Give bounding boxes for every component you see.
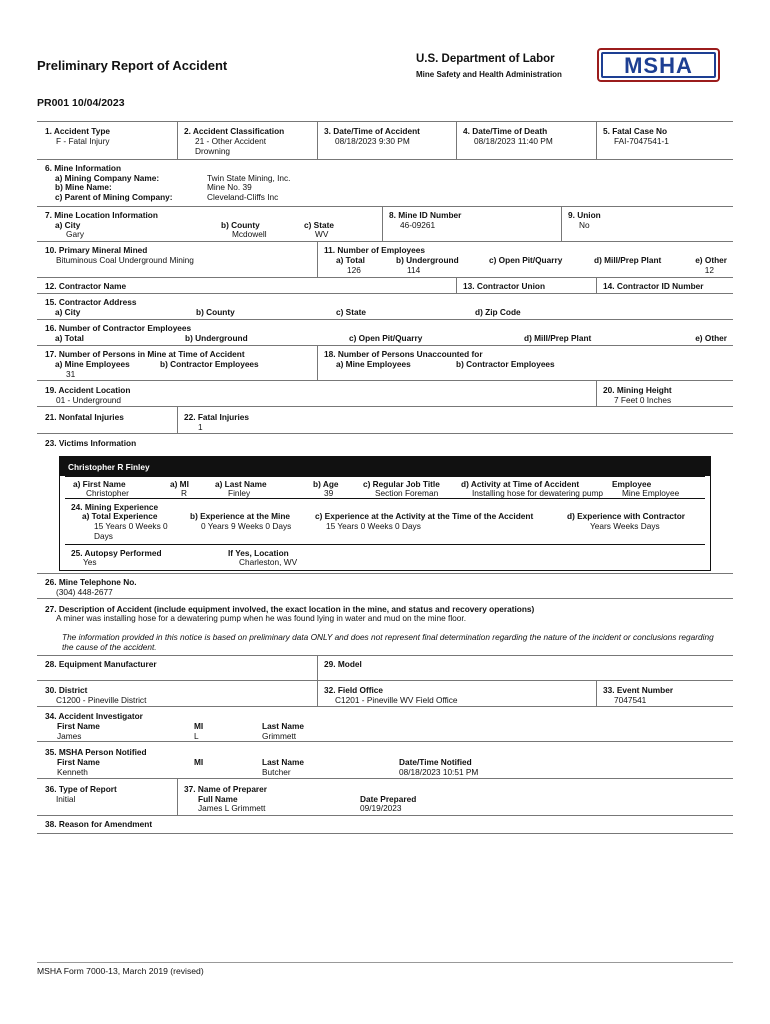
accident-location-field [45,385,130,405]
victim-age-label: b) Age [313,479,339,489]
persons-mine-employees-value: 31 [66,369,76,379]
event-number-label: 33. Event Number [603,685,674,695]
page-title: Preliminary Report of Accident [37,58,228,73]
preparer-full-name-label: Full Name [198,794,238,804]
experience-with-contractor-label: d) Experience with Contractor [567,511,686,521]
investigator-mi-label: MI [194,721,204,731]
primary-mineral-label: 10. Primary Mineral Mined [45,245,148,255]
investigator-mi-value: L [194,731,199,741]
fatal-case-field [603,126,669,146]
fatal-injuries-label: 22. Fatal Injuries [184,412,250,422]
accident-classification-value-2: Drowning [195,146,231,157]
investigator-label: 34. Accident Investigator [45,711,143,721]
autopsy-value: Yes [83,557,97,567]
event-number-field [603,685,673,705]
mine-telephone-value: (304) 448-2677 [56,587,113,598]
notified-datetime-label: Date/Time Notified [399,757,472,767]
union-field [568,210,601,230]
experience-at-mine-label: b) Experience at the Mine [190,511,291,521]
contractor-id-label: 14. Contractor ID Number [603,281,704,291]
contractor-employees-underground-label: b) Underground [185,333,248,343]
death-datetime-field [463,126,553,146]
victim-employee-value: Mine Employee [622,488,680,498]
county-value: Mcdowell [232,229,267,239]
investigator-first-name-value: James [57,731,82,741]
total-experience-value-2: Days [94,531,113,541]
autopsy-location-label: If Yes, Location [228,548,289,558]
contractor-employees-label: 16. Number of Contractor Employees [45,323,192,333]
mine-location-label: 7. Mine Location Information [45,210,158,220]
district-label: 30. District [45,685,88,695]
city-value: Gary [66,229,84,239]
notified-first-name-label: First Name [57,757,100,767]
notified-mi-label: MI [194,757,204,767]
mine-name-label: b) Mine Name: [55,182,112,192]
contractor-employees-total-label: a) Total [55,333,84,343]
victim-first-name-value: Christopher [86,488,129,498]
victim-last-name-label: a) Last Name [215,479,267,489]
victim-first-name-label: a) First Name [73,479,126,489]
fatal-case-value: FAI-7047541-1 [614,136,669,147]
employees-total-value: 126 [347,265,361,275]
district-field [45,685,146,705]
notified-datetime-value: 08/18/2023 10:51 PM [399,767,479,777]
employees-underground-value: 114 [407,265,421,275]
parent-company-label: c) Parent of Mining Company: [55,192,173,202]
experience-with-contractor-value: Years Weeks Days [590,521,660,531]
parent-company-value: Cleveland-Cliffs Inc [207,192,279,202]
unaccounted-mine-employees-label: a) Mine Employees [336,359,411,369]
victim-mi-value: R [181,488,187,498]
victim-job-value: Section Foreman [375,488,439,498]
district-value: C1200 - Pineville District [56,695,147,706]
disclaimer-line-2: the cause of the accident. [62,642,157,652]
accident-datetime-label: 3. Date/Time of Accident [324,126,420,136]
victim-age-value: 39 [324,488,334,498]
death-datetime-value: 08/18/2023 11:40 PM [474,136,553,147]
victim-activity-label: d) Activity at Time of Accident [461,479,580,489]
accident-classification-field [184,126,284,156]
employees-label: 11. Number of Employees [324,245,425,255]
agency-name: U.S. Department of Labor [416,53,555,65]
contractor-union-label: 13. Contractor Union [463,281,546,291]
total-experience-value: 15 Years 0 Weeks 0 [94,521,168,531]
accident-classification-value: 21 - Other Accident [195,136,267,147]
employees-openpit-label: c) Open Pit/Quarry [489,255,563,265]
victim-mi-label: a) MI [170,479,189,489]
fatal-injuries-field [184,412,249,432]
experience-at-mine-value: 0 Years 9 Weeks 0 Days [201,521,292,531]
state-value: WV [315,229,329,239]
mining-height-label: 20. Mining Height [603,385,672,395]
autopsy-label: 25. Autopsy Performed [71,548,162,558]
mine-telephone-label: 26. Mine Telephone No. [45,577,137,587]
equipment-manufacturer-label: 28. Equipment Manufacturer [45,659,157,669]
victim-employee-label: Employee [612,479,652,489]
state-label: c) State [304,220,334,230]
mine-info-label: 6. Mine Information [45,163,122,173]
disclaimer-line-1: The information provided in this notice is based on preliminary data ONLY and does not represent final determination regarding the nature of the incident or conclusions regarding [62,632,714,642]
field-office-field [324,685,458,705]
accident-type-label: 1. Accident Type [45,126,111,136]
date-prepared-label: Date Prepared [360,794,417,804]
date-prepared-value: 09/19/2023 [360,803,402,813]
employees-other-value: 12 [704,265,714,275]
mine-name-value: Mine No. 39 [207,182,252,192]
persons-contractor-employees-label: b) Contractor Employees [160,359,259,369]
investigator-last-name-value: Grimmett [262,731,297,741]
victim-activity-value: Installing hose for dewatering pump [472,488,603,498]
contractor-employees-mill-label: d) Mill/Prep Plant [524,333,592,343]
nonfatal-injuries-label: 21. Nonfatal Injuries [45,412,124,422]
employees-total-label: a) Total [336,255,365,265]
accident-datetime-field [324,126,420,146]
contractor-address-label: 15. Contractor Address [45,297,137,307]
notified-last-name-value: Butcher [262,767,291,777]
msha-logo-text: MSHA [601,52,716,78]
mining-company-value: Twin State Mining, Inc. [207,173,291,183]
report-type-label: 36. Type of Report [45,784,117,794]
event-number-value: 7047541 [614,695,647,706]
investigator-last-name-label: Last Name [262,721,304,731]
preparer-full-name-value: James L Grimmett [198,803,266,813]
contractor-name-label: 12. Contractor Name [45,281,127,291]
mining-height-value: 7 Feet 0 Inches [614,395,672,406]
model-label: 29. Model [324,659,362,669]
fatal-case-label: 5. Fatal Case No [603,126,668,136]
mine-id-value: 46-09261 [400,220,436,231]
contractor-zip-label: d) Zip Code [475,307,521,317]
field-office-value: C1201 - Pineville WV Field Office [335,695,458,706]
persons-mine-employees-label: a) Mine Employees [55,359,130,369]
report-type-field [45,784,117,804]
employees-underground-label: b) Underground [396,255,459,265]
primary-mineral-field [45,245,194,265]
field-office-label: 32. Field Office [324,685,384,695]
contractor-employees-other-label: e) Other [695,333,727,343]
notified-first-name-value: Kenneth [57,767,88,777]
mine-id-label: 8. Mine ID Number [389,210,462,220]
sub-agency-name: Mine Safety and Health Administration [416,70,562,79]
form-footer: MSHA Form 7000-13, March 2019 (revised) [37,966,204,976]
contractor-county-label: b) County [196,307,235,317]
victim-name-header: Christopher R Finley [68,462,150,472]
mining-height-field [603,385,672,405]
experience-at-activity-label: c) Experience at the Activity at the Time of the Accident [315,511,534,521]
contractor-city-label: a) City [55,307,81,317]
victim-job-label: c) Regular Job Title [363,479,440,489]
unaccounted-contractor-employees-label: b) Contractor Employees [456,359,555,369]
accident-datetime-value: 08/18/2023 9:30 PM [335,136,410,147]
person-notified-label: 35. MSHA Person Notified [45,747,147,757]
experience-at-activity-value: 15 Years 0 Weeks 0 Days [326,521,421,531]
union-value: No [579,220,590,231]
contractor-employees-openpit-label: c) Open Pit/Quarry [349,333,423,343]
fatal-injuries-value: 1 [198,422,203,433]
mining-company-label: a) Mining Company Name: [55,173,160,183]
county-label: b) County [221,220,260,230]
victim-last-name-value: Finley [228,488,251,498]
city-label: a) City [55,220,81,230]
accident-classification-label: 2. Accident Classification [184,126,285,136]
investigator-first-name-label: First Name [57,721,100,731]
description-value: A miner was installing hose for a dewatering pump when he was found lying in water and mud on the mine floor. [56,613,467,623]
total-experience-label: a) Total Experience [82,511,158,521]
persons-in-mine-label: 17. Number of Persons in Mine at Time of Accident [45,349,245,359]
notified-last-name-label: Last Name [262,757,304,767]
persons-unaccounted-label: 18. Number of Persons Unaccounted for [324,349,483,359]
mining-experience-label: 24. Mining Experience [71,502,159,512]
union-label: 9. Union [568,210,601,220]
mine-id-field [389,210,461,230]
accident-type-field [45,126,110,146]
amendment-reason-label: 38. Reason for Amendment [45,819,153,829]
msha-logo [597,48,720,82]
accident-location-label: 19. Accident Location [45,385,131,395]
victim-name-bar [60,457,710,476]
mine-telephone-field [45,577,137,597]
primary-mineral-value: Bituminous Coal Underground Mining [56,255,194,266]
report-type-value: Initial [56,794,76,805]
preparer-label: 37. Name of Preparer [184,784,268,794]
description-label: 27. Description of Accident (include equipment involved, the exact location in the mine, and status and recovery operations) [45,604,535,614]
accident-location-value: 01 - Underground [56,395,122,406]
employees-mill-label: d) Mill/Prep Plant [594,255,662,265]
autopsy-location-value: Charleston, WV [239,557,298,567]
contractor-state-label: c) State [336,307,366,317]
accident-type-value: F - Fatal Injury [56,136,110,147]
employees-other-label: e) Other [695,255,727,265]
victims-info-label: 23. Victims Information [45,438,137,448]
report-id: PR001 10/04/2023 [37,97,125,109]
death-datetime-label: 4. Date/Time of Death [463,126,548,136]
